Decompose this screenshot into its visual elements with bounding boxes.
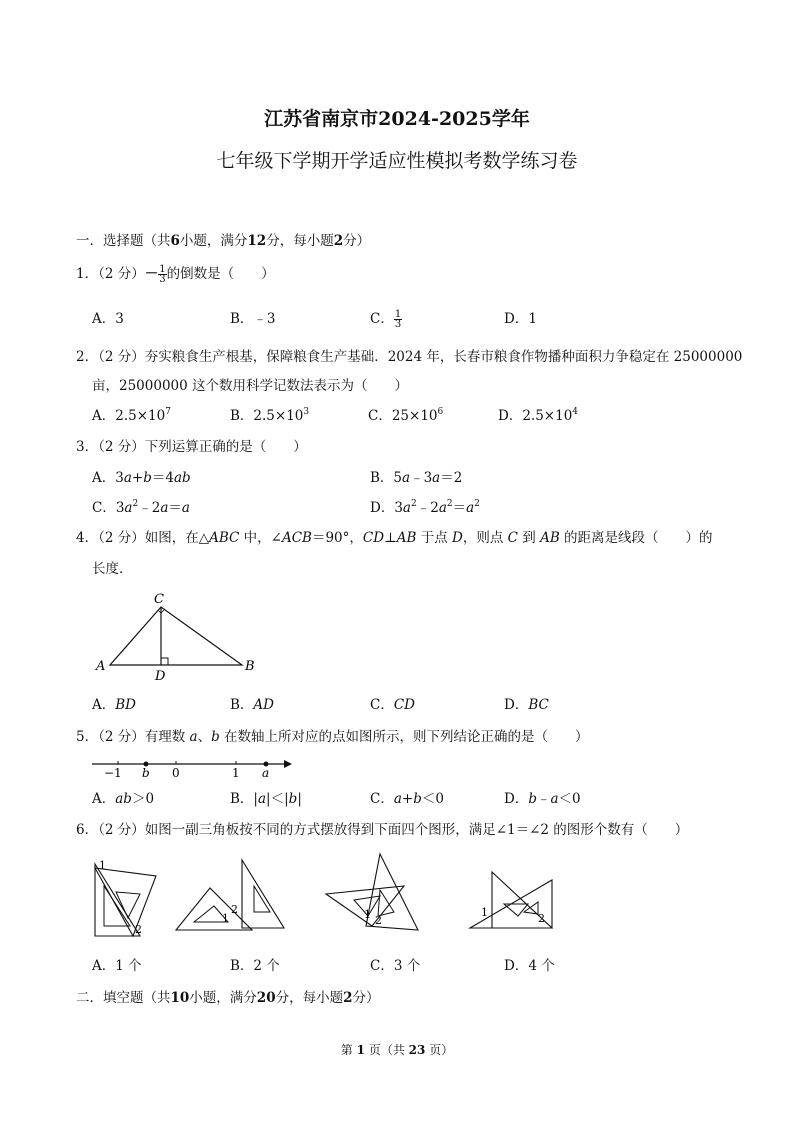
number-line [88, 756, 298, 780]
q3-option-d: D．$3a^2﹣2a^2=a^2$ [370, 499, 480, 516]
set-square-figure-1 [88, 856, 168, 942]
q6-option-b: B．2 个 [230, 958, 280, 974]
section-1-header: 一．选择题（共6小题，满分12分，每小题2分） [76, 233, 371, 249]
q1-option-d: D．1 [504, 311, 537, 327]
set-square-figure-2 [170, 856, 290, 942]
q4-option-d: D．BC [504, 697, 549, 713]
triangle-figure [88, 588, 268, 686]
title-line-1: 江苏省南京市2024-2025学年 [264, 108, 530, 130]
angle-2-label: 2 [135, 923, 142, 936]
label-c: C [154, 592, 164, 607]
q6-option-c: C．3 个 [370, 958, 421, 974]
q2-option-a: A．$2.5\times 10^7$ [92, 407, 171, 424]
q2-option-d: D．$2.5\times 10^4$ [498, 407, 579, 424]
q2-option-c: C．$25\times 10^6$ [368, 407, 444, 424]
angle-1-label: 1 [481, 906, 488, 919]
label-b: B [245, 659, 255, 674]
angle-1-label: 1 [222, 912, 229, 925]
q4-option-b: B．AD [230, 697, 274, 713]
tick-label-1: 1 [232, 766, 240, 780]
question-2-line-1: 2．（2 分）夯实粮食生产根基，保障粮食生产基础．2024 年，长春市粮食作物播种面积力争稳定在 25000000 [76, 349, 743, 365]
q1-option-b: B．﹣3 [230, 311, 276, 327]
angle-2-label: 2 [375, 914, 382, 927]
set-square-figure-4 [468, 864, 558, 936]
q5-option-b: B．|a|＜|b| [230, 791, 302, 807]
q5-option-d: D．b﹣a＜0 [504, 791, 581, 807]
angle-2-label: 2 [231, 903, 238, 916]
q3-option-c: C．$3a^2﹣2a=a$ [92, 499, 190, 516]
q2-option-b: B．$2.5\times 10^3$ [230, 407, 310, 424]
question-2-line-2: 亩，25000000 这个数用科学记数法表示为（ ） [92, 378, 409, 394]
page-footer: 第 1 页（共 23 页） [340, 1043, 454, 1057]
label-a: A [96, 659, 106, 674]
fraction: $\frac{1}{3}$ [159, 264, 166, 285]
question-6-stem: 6．（2 分）如图一副三角板按不同的方式摆放得到下面四个图形，满足∠1＝∠2 的图形个数有（ ） [76, 822, 689, 838]
axis-arrow [284, 760, 292, 768]
q1-option-a: A．3 [92, 311, 124, 327]
title-line-2: 七年级下学期开学适应性模拟考数学练习卷 [216, 150, 578, 172]
set-square-figure-3 [320, 850, 420, 942]
q5-option-c: C．a+b＜0 [370, 791, 444, 807]
right-angle-mark [161, 658, 168, 665]
triangle-abc [110, 607, 242, 665]
q5-option-a: A．ab＞0 [92, 791, 155, 807]
question-4-line-1: 4．（2 分）如图，在△ABC 中，∠ACB＝90°，CD⊥AB 于点 D，则点 C 到 AB 的距离是线段（ ）的 [76, 530, 713, 546]
q6-option-a: A．1 个 [92, 958, 142, 974]
question-1-stem: 1．（2 分）－ $\frac{1}{3}$ 的倒数是（ ） [76, 264, 275, 285]
question-3-stem: 3．（2 分）下列运算正确的是（ ） [76, 439, 307, 455]
q3-option-a: A．3a+b＝4ab [92, 470, 191, 486]
angle-2-label: 2 [538, 912, 545, 925]
label-d: D [155, 669, 166, 684]
q4-option-c: C．CD [370, 697, 415, 713]
q6-option-d: D．4 个 [504, 958, 555, 974]
angle-1-label: 1 [99, 859, 106, 872]
tick-label-b: b [142, 766, 150, 780]
q1-option-c: C． $\frac{1}{3}$ [370, 309, 402, 330]
fraction: $\frac{1}{3}$ [394, 309, 402, 330]
question-5-stem: 5．（2 分）有理数 a、b 在数轴上所对应的点如图所示，则下列结论正确的是（ ） [76, 729, 589, 745]
angle-1-label: 1 [364, 908, 371, 921]
q3-option-b: B．5a﹣3a＝2 [370, 470, 463, 486]
tick-label-a: a [262, 766, 270, 780]
tick-label-0: 0 [172, 766, 180, 780]
section-2-header: 二．填空题（共10小题，满分20分，每小题2分） [76, 990, 380, 1006]
tick-label-minus-1: −1 [104, 766, 122, 780]
q4-option-a: A．BD [92, 697, 136, 713]
question-4-line-2: 长度． [92, 561, 133, 577]
